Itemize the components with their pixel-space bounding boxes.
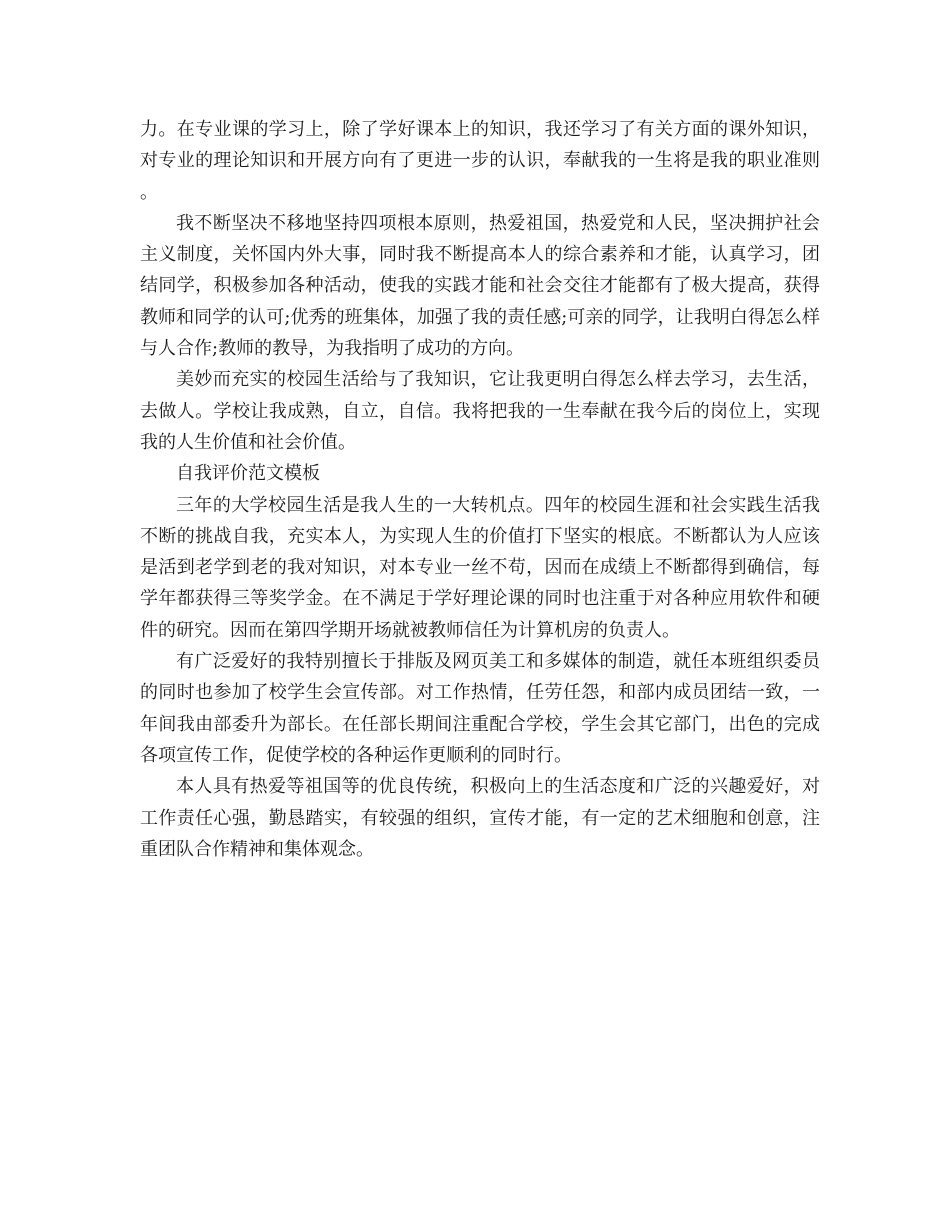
paragraph-hobbies-work: 有广泛爱好的我特别擅长于排版及网页美工和多媒体的制造，就任本班组织委员的同时也参加了校学生会宣传部。对工作热情，任劳任怨，和部内成员团结一致，一年间我由部委升为部长。在任部长期间注重配合学校，学生会其它部门，出色的完成各项宣传工作，促使学校的各种运作更顺利的同时行。 [140, 651, 820, 766]
paragraph-university-years: 三年的大学校园生活是我人生的一大转机点。四年的校园生涯和社会实践生活我不断的挑战自我，充实本人，为实现人生的价值打下坚实的根底。不断都认为人应该是活到老学到老的我对知识，对本专业一丝不苟，因而在成绩上不断都得到确信，每学年都获得三等奖学金。在不满足于学好理论课的同时也注重于对各种应用软件和硬件的研究。因而在第四学期开场就被教师信任为计算机房的负责人。 [140, 494, 820, 641]
paragraph-continuation: 力。在专业课的学习上，除了学好课本上的知识，我还学习了有关方面的课外知识，对专业的理论知识和开展方向有了更进一步的认识，奉献我的一生将是我的职业准则。 [140, 119, 820, 203]
paragraph-personal-qualities: 本人具有热爱等祖国等的优良传统，积极向上的生活态度和广泛的兴趣爱好，对工作责任心强，勤恳踏实，有较强的组织，宣传才能，有一定的艺术细胞和创意，注重团队合作精神和集体观念。 [140, 776, 820, 860]
paragraph-campus-life: 美妙而充实的校园生活给与了我知识，它让我更明白得怎么样去学习，去生活，去做人。学校让我成熟，自立，自信。我将把我的一生奉献在我今后的岗位上，实现我的人生价值和社会价值。 [140, 369, 820, 453]
document-body [140, 114, 820, 865]
paragraph-principles: 我不断坚决不移地坚持四项根本原则，热爱祖国，热爱党和人民，坚决拥护社会主义制度，关怀国内外大事，同时我不断提高本人的综合素养和才能，认真学习，团结同学，积极参加各种活动，使我的实践才能和社会交往才能都有了极大提高，获得教师和同学的认可;优秀的班集体，加强了我的责任感;可亲的同学，让我明白得怎么样与人合作;教师的教导，为我指明了成功的方向。 [140, 212, 820, 360]
section-title: 自我评价范文模板 [176, 463, 320, 485]
